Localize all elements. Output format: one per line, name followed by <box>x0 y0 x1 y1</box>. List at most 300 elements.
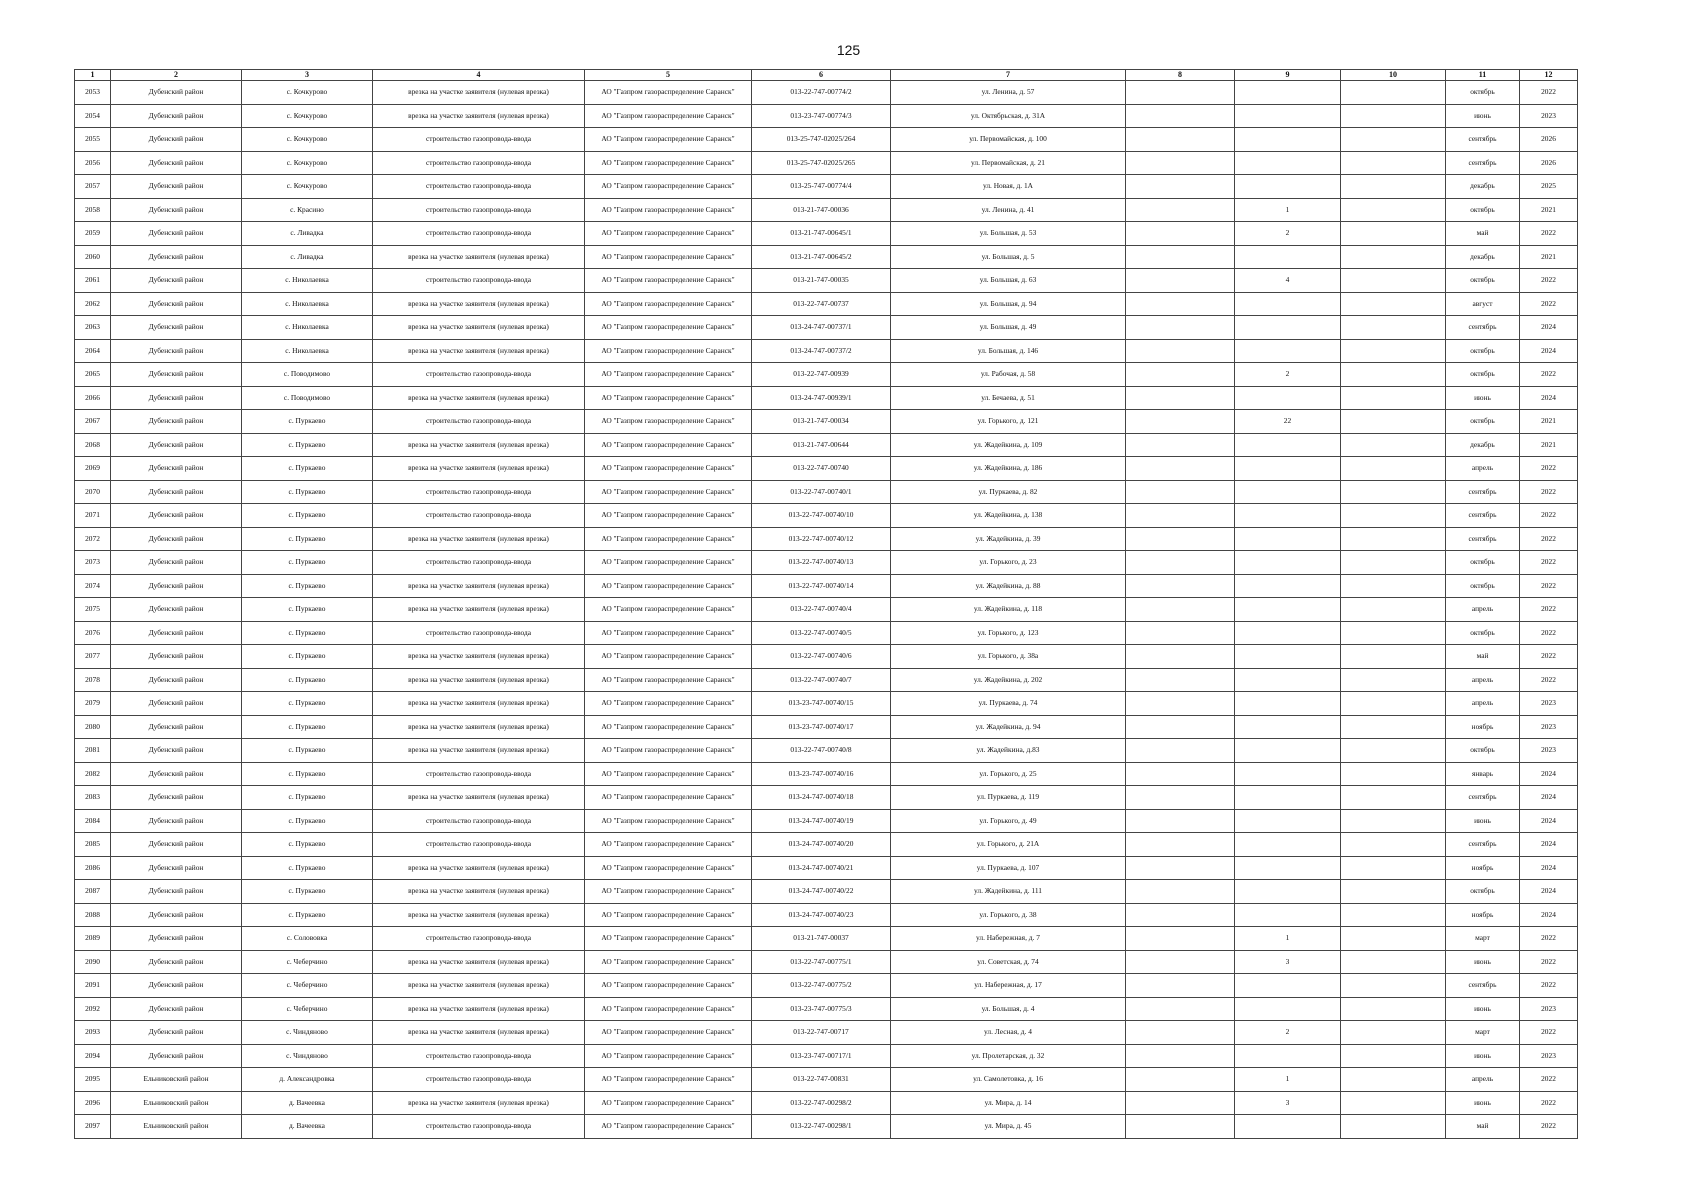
cell-col-4: врезка на участке заявителя (нулевая врезка) <box>373 739 585 763</box>
cell-col-10 <box>1341 151 1446 175</box>
cell-col-9 <box>1235 480 1341 504</box>
cell-col-11: октябрь <box>1446 81 1520 105</box>
cell-col-2: Дубенский район <box>111 833 242 857</box>
table-row <box>75 762 1578 786</box>
cell-col-8 <box>1126 410 1235 434</box>
cell-col-1: 2069 <box>75 457 111 481</box>
cell-col-7: ул. Большая, д. 53 <box>891 222 1126 246</box>
cell-col-2: Дубенский район <box>111 668 242 692</box>
cell-col-6: 013-24-747-00740/22 <box>752 880 891 904</box>
cell-col-11: сентябрь <box>1446 527 1520 551</box>
cell-col-1: 2075 <box>75 598 111 622</box>
cell-col-1: 2096 <box>75 1091 111 1115</box>
cell-col-2: Дубенский район <box>111 880 242 904</box>
cell-col-5: АО "Газпром газораспределение Саранск" <box>585 1021 752 1045</box>
cell-col-9 <box>1235 997 1341 1021</box>
cell-col-6: 013-24-747-00740/20 <box>752 833 891 857</box>
cell-col-8 <box>1126 856 1235 880</box>
cell-col-2: Дубенский район <box>111 809 242 833</box>
cell-col-1: 2087 <box>75 880 111 904</box>
cell-col-3: с. Пуркаево <box>242 739 373 763</box>
cell-col-3: с. Чеберчино <box>242 950 373 974</box>
cell-col-2: Дубенский район <box>111 504 242 528</box>
cell-col-1: 2078 <box>75 668 111 692</box>
cell-col-7: ул. Советская, д. 74 <box>891 950 1126 974</box>
cell-col-7: ул. Ленина, д. 41 <box>891 198 1126 222</box>
cell-col-7: ул. Мира, д. 45 <box>891 1115 1126 1139</box>
cell-col-4: строительство газопровода-ввода <box>373 551 585 575</box>
column-header-3: 3 <box>242 70 373 81</box>
table-row <box>75 198 1578 222</box>
cell-col-2: Дубенский район <box>111 903 242 927</box>
table-row <box>75 574 1578 598</box>
cell-col-6: 013-25-747-02025/265 <box>752 151 891 175</box>
cell-col-1: 2055 <box>75 128 111 152</box>
cell-col-12: 2022 <box>1520 927 1578 951</box>
cell-col-8 <box>1126 997 1235 1021</box>
cell-col-9 <box>1235 809 1341 833</box>
cell-col-10 <box>1341 997 1446 1021</box>
cell-col-10 <box>1341 598 1446 622</box>
cell-col-2: Дубенский район <box>111 175 242 199</box>
cell-col-2: Дубенский район <box>111 81 242 105</box>
cell-col-3: с. Поводимово <box>242 386 373 410</box>
cell-col-5: АО "Газпром газораспределение Саранск" <box>585 645 752 669</box>
cell-col-7: ул. Жадейкина, д. 111 <box>891 880 1126 904</box>
cell-col-12: 2024 <box>1520 809 1578 833</box>
cell-col-3: с. Пуркаево <box>242 856 373 880</box>
column-header-9: 9 <box>1235 70 1341 81</box>
cell-col-8 <box>1126 598 1235 622</box>
cell-col-9 <box>1235 974 1341 998</box>
cell-col-9: 1 <box>1235 1068 1341 1092</box>
cell-col-7: ул. Пуркаева, д. 107 <box>891 856 1126 880</box>
cell-col-2: Дубенский район <box>111 856 242 880</box>
cell-col-7: ул. Жадейкина, д.83 <box>891 739 1126 763</box>
cell-col-6: 013-22-747-00740/6 <box>752 645 891 669</box>
cell-col-8 <box>1126 621 1235 645</box>
cell-col-7: ул. Горького, д. 123 <box>891 621 1126 645</box>
cell-col-1: 2068 <box>75 433 111 457</box>
cell-col-12: 2024 <box>1520 856 1578 880</box>
cell-col-12: 2024 <box>1520 762 1578 786</box>
cell-col-5: АО "Газпром газораспределение Саранск" <box>585 175 752 199</box>
cell-col-10 <box>1341 363 1446 387</box>
cell-col-8 <box>1126 574 1235 598</box>
cell-col-9 <box>1235 692 1341 716</box>
cell-col-2: Дубенский район <box>111 598 242 622</box>
cell-col-3: с. Николаевка <box>242 339 373 363</box>
cell-col-2: Дубенский район <box>111 950 242 974</box>
table-row <box>75 292 1578 316</box>
column-header-4: 4 <box>373 70 585 81</box>
cell-col-3: с. Пуркаево <box>242 668 373 692</box>
cell-col-11: июнь <box>1446 997 1520 1021</box>
cell-col-5: АО "Газпром газораспределение Саранск" <box>585 222 752 246</box>
cell-col-7: ул. Бечаева, д. 51 <box>891 386 1126 410</box>
cell-col-1: 2094 <box>75 1044 111 1068</box>
cell-col-7: ул. Большая, д. 94 <box>891 292 1126 316</box>
cell-col-4: строительство газопровода-ввода <box>373 269 585 293</box>
cell-col-6: 013-22-747-00298/2 <box>752 1091 891 1115</box>
column-header-5: 5 <box>585 70 752 81</box>
cell-col-10 <box>1341 316 1446 340</box>
cell-col-2: Дубенский район <box>111 1021 242 1045</box>
cell-col-11: октябрь <box>1446 363 1520 387</box>
cell-col-11: апрель <box>1446 457 1520 481</box>
cell-col-8 <box>1126 151 1235 175</box>
cell-col-12: 2024 <box>1520 339 1578 363</box>
cell-col-9 <box>1235 316 1341 340</box>
cell-col-11: апрель <box>1446 668 1520 692</box>
cell-col-11: март <box>1446 1021 1520 1045</box>
cell-col-12: 2022 <box>1520 269 1578 293</box>
cell-col-9 <box>1235 104 1341 128</box>
cell-col-5: АО "Газпром газораспределение Саранск" <box>585 668 752 692</box>
cell-col-7: ул. Жадейкина, д. 88 <box>891 574 1126 598</box>
cell-col-10 <box>1341 1021 1446 1045</box>
cell-col-7: ул. Горького, д. 21А <box>891 833 1126 857</box>
cell-col-2: Дубенский район <box>111 269 242 293</box>
table-row <box>75 433 1578 457</box>
table-row <box>75 128 1578 152</box>
cell-col-4: врезка на участке заявителя (нулевая врезка) <box>373 339 585 363</box>
cell-col-12: 2023 <box>1520 104 1578 128</box>
cell-col-5: АО "Газпром газораспределение Саранск" <box>585 551 752 575</box>
cell-col-3: с. Кочкурово <box>242 104 373 128</box>
cell-col-9 <box>1235 386 1341 410</box>
cell-col-12: 2021 <box>1520 433 1578 457</box>
cell-col-4: строительство газопровода-ввода <box>373 1044 585 1068</box>
cell-col-5: АО "Газпром газораспределение Саранск" <box>585 997 752 1021</box>
cell-col-2: Дубенский район <box>111 363 242 387</box>
cell-col-11: апрель <box>1446 598 1520 622</box>
cell-col-1: 2081 <box>75 739 111 763</box>
cell-col-12: 2025 <box>1520 175 1578 199</box>
cell-col-12: 2024 <box>1520 786 1578 810</box>
page-number: 125 <box>836 42 861 58</box>
cell-col-4: врезка на участке заявителя (нулевая врезка) <box>373 786 585 810</box>
cell-col-11: октябрь <box>1446 621 1520 645</box>
cell-col-4: строительство газопровода-ввода <box>373 175 585 199</box>
cell-col-12: 2023 <box>1520 1044 1578 1068</box>
cell-col-5: АО "Газпром газораспределение Саранск" <box>585 809 752 833</box>
cell-col-7: ул. Жадейкина, д. 202 <box>891 668 1126 692</box>
cell-col-12: 2021 <box>1520 245 1578 269</box>
cell-col-7: ул. Набережная, д. 17 <box>891 974 1126 998</box>
cell-col-11: октябрь <box>1446 574 1520 598</box>
cell-col-5: АО "Газпром газораспределение Саранск" <box>585 363 752 387</box>
cell-col-4: строительство газопровода-ввода <box>373 480 585 504</box>
cell-col-2: Дубенский район <box>111 198 242 222</box>
cell-col-10 <box>1341 927 1446 951</box>
cell-col-11: март <box>1446 927 1520 951</box>
cell-col-10 <box>1341 128 1446 152</box>
cell-col-9 <box>1235 668 1341 692</box>
cell-col-9: 3 <box>1235 950 1341 974</box>
cell-col-11: июнь <box>1446 1091 1520 1115</box>
cell-col-5: АО "Газпром газораспределение Саранск" <box>585 692 752 716</box>
table-row <box>75 1068 1578 1092</box>
cell-col-7: ул. Жадейкина, д. 39 <box>891 527 1126 551</box>
cell-col-2: Дубенский район <box>111 645 242 669</box>
table-row <box>75 927 1578 951</box>
cell-col-11: сентябрь <box>1446 974 1520 998</box>
cell-col-2: Дубенский район <box>111 997 242 1021</box>
cell-col-5: АО "Газпром газораспределение Саранск" <box>585 339 752 363</box>
cell-col-11: июнь <box>1446 104 1520 128</box>
cell-col-10 <box>1341 1044 1446 1068</box>
cell-col-10 <box>1341 786 1446 810</box>
cell-col-10 <box>1341 574 1446 598</box>
cell-col-8 <box>1126 198 1235 222</box>
cell-col-8 <box>1126 1068 1235 1092</box>
cell-col-11: июнь <box>1446 950 1520 974</box>
table-row <box>75 833 1578 857</box>
cell-col-9 <box>1235 128 1341 152</box>
cell-col-3: с. Пуркаево <box>242 715 373 739</box>
cell-col-4: врезка на участке заявителя (нулевая врезка) <box>373 903 585 927</box>
cell-col-6: 013-22-747-00939 <box>752 363 891 387</box>
cell-col-1: 2088 <box>75 903 111 927</box>
table-row <box>75 551 1578 575</box>
cell-col-10 <box>1341 833 1446 857</box>
cell-col-9 <box>1235 833 1341 857</box>
cell-col-8 <box>1126 292 1235 316</box>
cell-col-3: с. Пуркаево <box>242 574 373 598</box>
cell-col-8 <box>1126 833 1235 857</box>
cell-col-12: 2022 <box>1520 1021 1578 1045</box>
cell-col-3: с. Пуркаево <box>242 551 373 575</box>
cell-col-3: с. Николаевка <box>242 316 373 340</box>
cell-col-12: 2024 <box>1520 880 1578 904</box>
cell-col-8 <box>1126 175 1235 199</box>
cell-col-9: 1 <box>1235 198 1341 222</box>
table-row <box>75 1021 1578 1045</box>
cell-col-5: АО "Газпром газораспределение Саранск" <box>585 1115 752 1139</box>
cell-col-1: 2076 <box>75 621 111 645</box>
cell-col-1: 2082 <box>75 762 111 786</box>
cell-col-5: АО "Газпром газораспределение Саранск" <box>585 151 752 175</box>
cell-col-4: врезка на участке заявителя (нулевая врезка) <box>373 997 585 1021</box>
cell-col-9 <box>1235 739 1341 763</box>
cell-col-2: Дубенский район <box>111 786 242 810</box>
cell-col-11: октябрь <box>1446 880 1520 904</box>
cell-col-7: ул. Пуркаева, д. 74 <box>891 692 1126 716</box>
cell-col-1: 2071 <box>75 504 111 528</box>
cell-col-8 <box>1126 433 1235 457</box>
cell-col-8 <box>1126 386 1235 410</box>
cell-col-4: врезка на участке заявителя (нулевая врезка) <box>373 574 585 598</box>
cell-col-9 <box>1235 504 1341 528</box>
cell-col-3: с. Николаевка <box>242 269 373 293</box>
cell-col-9: 2 <box>1235 363 1341 387</box>
cell-col-12: 2026 <box>1520 151 1578 175</box>
table-row <box>75 997 1578 1021</box>
cell-col-7: ул. Большая, д. 63 <box>891 269 1126 293</box>
cell-col-3: с. Пуркаево <box>242 410 373 434</box>
cell-col-1: 2060 <box>75 245 111 269</box>
cell-col-5: АО "Газпром газораспределение Саранск" <box>585 81 752 105</box>
cell-col-3: с. Пуркаево <box>242 692 373 716</box>
table-body <box>75 81 1578 1139</box>
cell-col-8 <box>1126 269 1235 293</box>
cell-col-12: 2024 <box>1520 903 1578 927</box>
table-row <box>75 1091 1578 1115</box>
cell-col-2: Дубенский район <box>111 222 242 246</box>
cell-col-2: Ельниковский район <box>111 1115 242 1139</box>
cell-col-6: 013-23-747-00775/3 <box>752 997 891 1021</box>
cell-col-3: с. Пуркаево <box>242 762 373 786</box>
cell-col-12: 2026 <box>1520 128 1578 152</box>
cell-col-9 <box>1235 903 1341 927</box>
cell-col-1: 2080 <box>75 715 111 739</box>
cell-col-3: с. Пуркаево <box>242 621 373 645</box>
cell-col-12: 2022 <box>1520 974 1578 998</box>
cell-col-6: 013-22-747-00740/1 <box>752 480 891 504</box>
table-header <box>75 70 1578 81</box>
cell-col-6: 013-21-747-00035 <box>752 269 891 293</box>
cell-col-9 <box>1235 786 1341 810</box>
cell-col-10 <box>1341 433 1446 457</box>
cell-col-6: 013-24-747-00939/1 <box>752 386 891 410</box>
table-row <box>75 809 1578 833</box>
cell-col-4: врезка на участке заявителя (нулевая врезка) <box>373 81 585 105</box>
column-header-12: 12 <box>1520 70 1578 81</box>
table-row <box>75 692 1578 716</box>
cell-col-6: 013-23-747-00740/15 <box>752 692 891 716</box>
cell-col-5: АО "Газпром газораспределение Саранск" <box>585 198 752 222</box>
table-row <box>75 527 1578 551</box>
cell-col-6: 013-21-747-00645/1 <box>752 222 891 246</box>
cell-col-3: с. Пуркаево <box>242 433 373 457</box>
table-row <box>75 598 1578 622</box>
cell-col-2: Дубенский район <box>111 339 242 363</box>
cell-col-12: 2023 <box>1520 997 1578 1021</box>
cell-col-1: 2085 <box>75 833 111 857</box>
cell-col-4: врезка на участке заявителя (нулевая врезка) <box>373 880 585 904</box>
cell-col-10 <box>1341 104 1446 128</box>
column-header-11: 11 <box>1446 70 1520 81</box>
cell-col-2: Дубенский район <box>111 151 242 175</box>
cell-col-6: 013-22-747-00740/12 <box>752 527 891 551</box>
cell-col-5: АО "Газпром газораспределение Саранск" <box>585 386 752 410</box>
cell-col-10 <box>1341 527 1446 551</box>
cell-col-10 <box>1341 175 1446 199</box>
cell-col-12: 2022 <box>1520 551 1578 575</box>
cell-col-12: 2023 <box>1520 739 1578 763</box>
cell-col-6: 013-23-747-00774/3 <box>752 104 891 128</box>
column-header-10: 10 <box>1341 70 1446 81</box>
cell-col-7: ул. Первомайская, д. 21 <box>891 151 1126 175</box>
cell-col-5: АО "Газпром газораспределение Саранск" <box>585 598 752 622</box>
cell-col-4: строительство газопровода-ввода <box>373 1068 585 1092</box>
cell-col-10 <box>1341 668 1446 692</box>
cell-col-8 <box>1126 1091 1235 1115</box>
cell-col-5: АО "Газпром газораспределение Саранск" <box>585 1068 752 1092</box>
cell-col-5: АО "Газпром газораспределение Саранск" <box>585 292 752 316</box>
cell-col-7: ул. Жадейкина, д. 138 <box>891 504 1126 528</box>
column-header-8: 8 <box>1126 70 1235 81</box>
cell-col-12: 2021 <box>1520 198 1578 222</box>
cell-col-12: 2023 <box>1520 692 1578 716</box>
cell-col-9 <box>1235 574 1341 598</box>
cell-col-1: 2095 <box>75 1068 111 1092</box>
cell-col-12: 2022 <box>1520 480 1578 504</box>
cell-col-2: Дубенский район <box>111 739 242 763</box>
cell-col-3: с. Чиндяново <box>242 1021 373 1045</box>
table-row <box>75 1044 1578 1068</box>
cell-col-9 <box>1235 245 1341 269</box>
cell-col-10 <box>1341 762 1446 786</box>
cell-col-8 <box>1126 104 1235 128</box>
cell-col-8 <box>1126 927 1235 951</box>
cell-col-10 <box>1341 339 1446 363</box>
cell-col-8 <box>1126 692 1235 716</box>
table-row <box>75 856 1578 880</box>
cell-col-5: АО "Газпром газораспределение Саранск" <box>585 621 752 645</box>
cell-col-10 <box>1341 245 1446 269</box>
cell-col-3: с. Кочкурово <box>242 175 373 199</box>
cell-col-11: май <box>1446 1115 1520 1139</box>
table-row <box>75 339 1578 363</box>
cell-col-7: ул. Лесная, д. 4 <box>891 1021 1126 1045</box>
cell-col-4: строительство газопровода-ввода <box>373 809 585 833</box>
cell-col-10 <box>1341 1068 1446 1092</box>
table-row <box>75 786 1578 810</box>
cell-col-2: Дубенский район <box>111 762 242 786</box>
cell-col-7: ул. Пуркаева, д. 82 <box>891 480 1126 504</box>
cell-col-9 <box>1235 527 1341 551</box>
cell-col-10 <box>1341 292 1446 316</box>
cell-col-10 <box>1341 974 1446 998</box>
cell-col-6: 013-21-747-00036 <box>752 198 891 222</box>
register-table <box>74 69 1578 1139</box>
cell-col-1: 2054 <box>75 104 111 128</box>
cell-col-2: Дубенский район <box>111 715 242 739</box>
cell-col-8 <box>1126 504 1235 528</box>
cell-col-1: 2077 <box>75 645 111 669</box>
cell-col-5: АО "Газпром газораспределение Саранск" <box>585 433 752 457</box>
table-row <box>75 81 1578 105</box>
cell-col-4: строительство газопровода-ввода <box>373 621 585 645</box>
cell-col-3: с. Кочкурово <box>242 128 373 152</box>
cell-col-9 <box>1235 645 1341 669</box>
cell-col-4: врезка на участке заявителя (нулевая врезка) <box>373 527 585 551</box>
cell-col-12: 2022 <box>1520 1091 1578 1115</box>
cell-col-2: Дубенский район <box>111 527 242 551</box>
cell-col-7: ул. Горького, д. 23 <box>891 551 1126 575</box>
cell-col-11: июнь <box>1446 1044 1520 1068</box>
cell-col-11: ноябрь <box>1446 856 1520 880</box>
table-row <box>75 1115 1578 1139</box>
cell-col-1: 2066 <box>75 386 111 410</box>
cell-col-3: с. Пуркаево <box>242 786 373 810</box>
cell-col-6: 013-22-747-00775/1 <box>752 950 891 974</box>
cell-col-1: 2061 <box>75 269 111 293</box>
cell-col-10 <box>1341 903 1446 927</box>
cell-col-1: 2065 <box>75 363 111 387</box>
cell-col-8 <box>1126 762 1235 786</box>
cell-col-1: 2086 <box>75 856 111 880</box>
cell-col-6: 013-22-747-00737 <box>752 292 891 316</box>
cell-col-11: октябрь <box>1446 198 1520 222</box>
cell-col-9 <box>1235 880 1341 904</box>
cell-col-7: ул. Октябрьская, д. 31А <box>891 104 1126 128</box>
cell-col-5: АО "Газпром газораспределение Саранск" <box>585 1044 752 1068</box>
cell-col-6: 013-22-747-00740/14 <box>752 574 891 598</box>
cell-col-11: май <box>1446 645 1520 669</box>
